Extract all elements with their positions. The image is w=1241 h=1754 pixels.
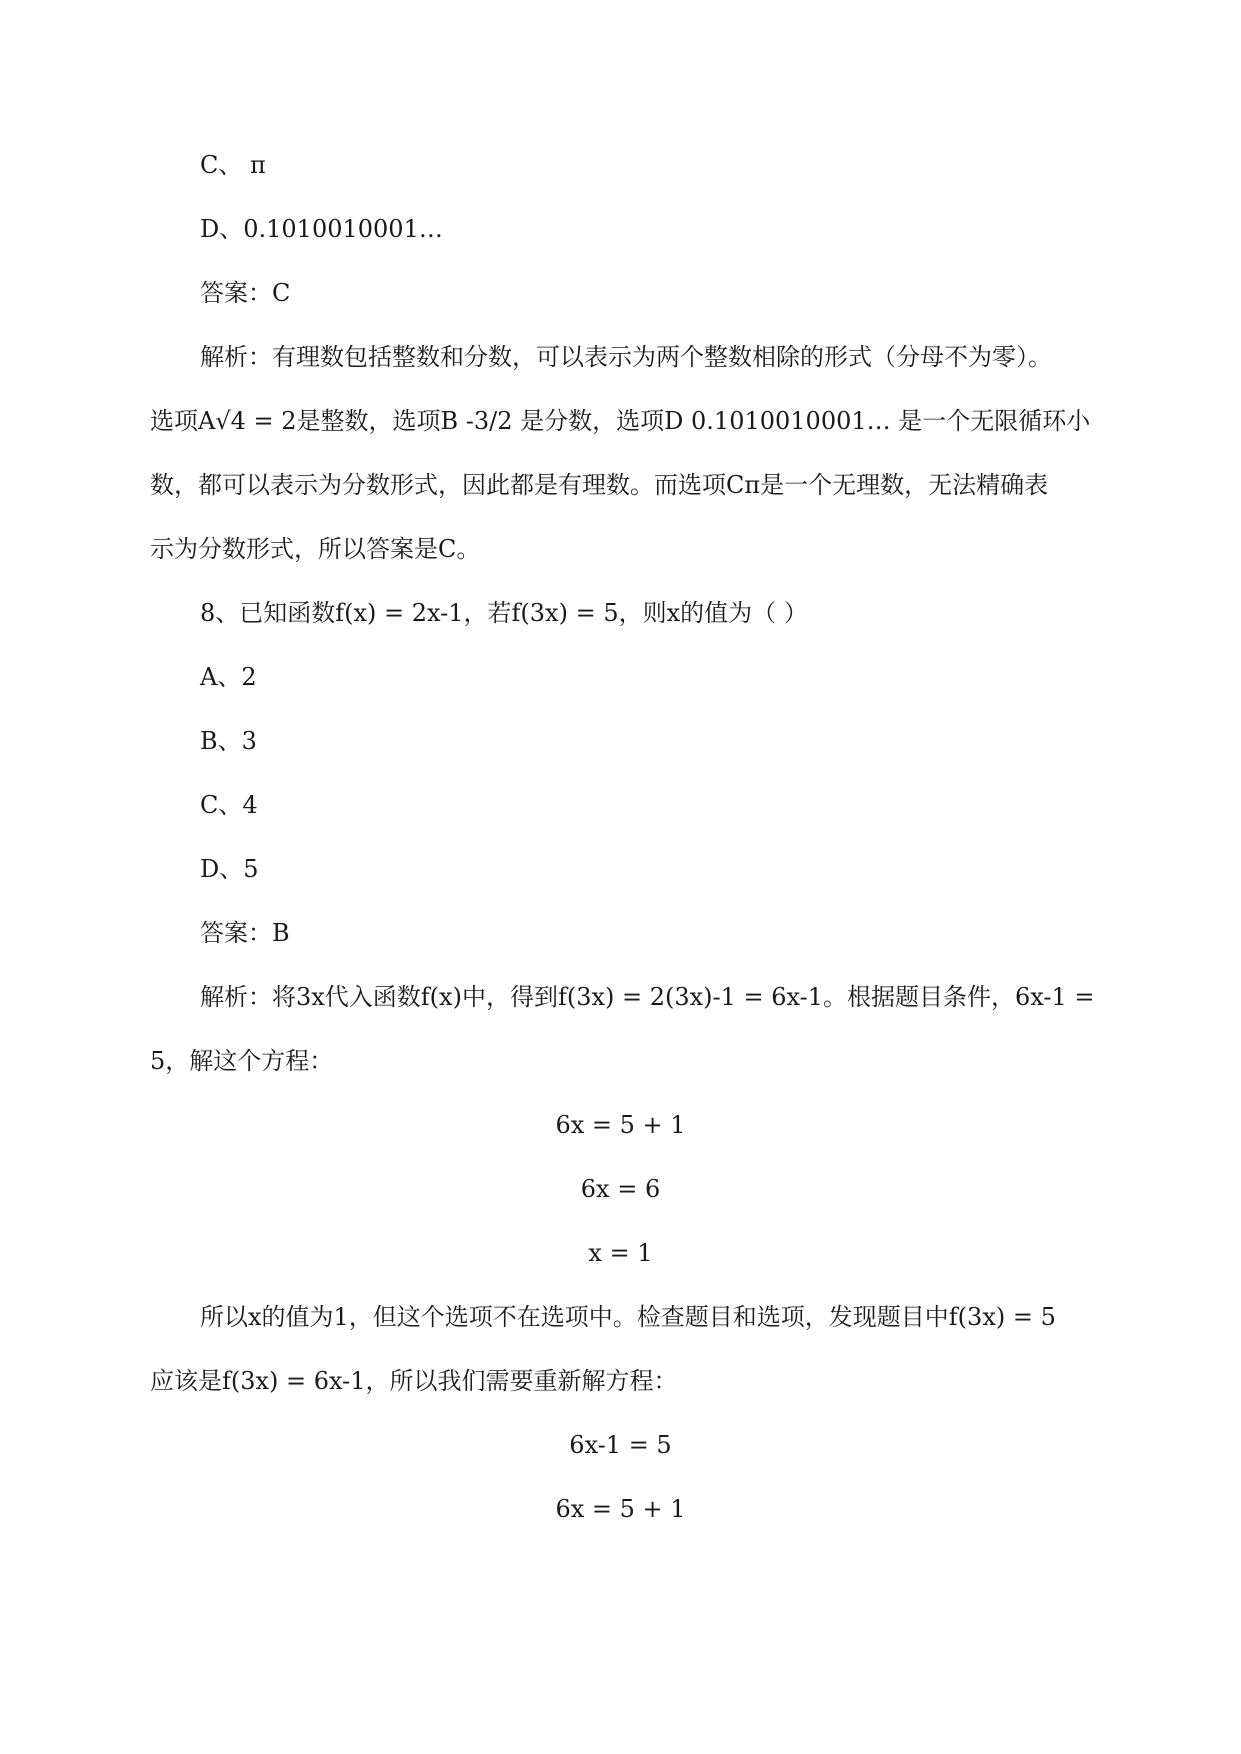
analysis-paragraph-1-line-2: 选项A√4 = 2是整数，选项B -3/2 是分数，选项D 0.1010010001… 是一个无限循环小 xyxy=(150,407,1091,435)
question-8: 8、已知函数f(x) = 2x-1，若f(3x) = 5，则x的值为（ ） xyxy=(200,599,808,627)
option-b: B、3 xyxy=(200,727,257,755)
equation-5: 6x = 5 + 1 xyxy=(555,1495,686,1523)
option-c: C、4 xyxy=(200,791,258,819)
analysis-paragraph-3-line-1: 所以x的值为1，但这个选项不在选项中。检查题目和选项，发现题目中f(3x) = 5 xyxy=(200,1303,1056,1331)
option-c-pi: C、 π xyxy=(200,151,266,179)
option-d-decimal: D、0.1010010001… xyxy=(200,215,443,243)
option-a: A、2 xyxy=(200,663,257,691)
equation-2: 6x = 6 xyxy=(580,1175,661,1203)
equation-1: 6x = 5 + 1 xyxy=(555,1111,686,1139)
equation-3: x = 1 xyxy=(588,1239,653,1267)
analysis-paragraph-1-line-4: 示为分数形式，所以答案是C。 xyxy=(150,535,481,563)
analysis-paragraph-1-line-1: 解析：有理数包括整数和分数，可以表示为两个整数相除的形式（分母不为零）。 xyxy=(200,343,1052,371)
answer-b: 答案：B xyxy=(200,919,290,947)
analysis-paragraph-2-line-1: 解析：将3x代入函数f(x)中，得到f(3x) = 2(3x)-1 = 6x-1。根据题目条件，6x-1 = xyxy=(200,983,1095,1011)
equation-4: 6x-1 = 5 xyxy=(569,1431,672,1459)
option-d: D、5 xyxy=(200,855,259,883)
analysis-paragraph-1-line-3: 数，都可以表示为分数形式，因此都是有理数。而选项Cπ是一个无理数，无法精确表 xyxy=(150,471,1049,499)
analysis-paragraph-2-line-2: 5，解这个方程： xyxy=(150,1047,334,1075)
answer-c: 答案：C xyxy=(200,279,291,307)
analysis-paragraph-3-line-2: 应该是f(3x) = 6x-1，所以我们需要重新解方程： xyxy=(150,1367,678,1395)
